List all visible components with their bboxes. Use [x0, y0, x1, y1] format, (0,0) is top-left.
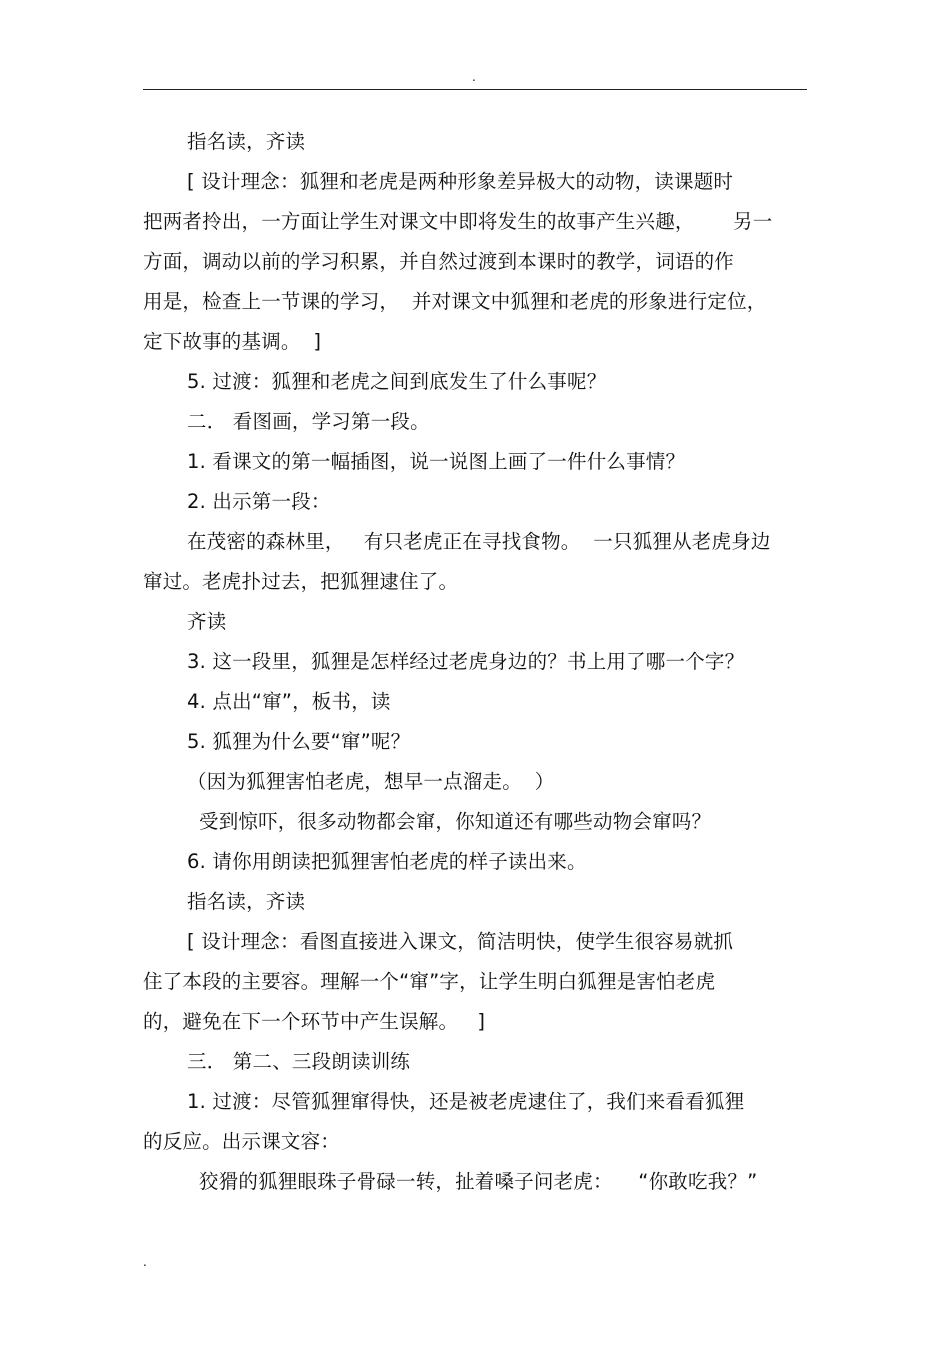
- text-line-25: 1. 过渡：尽管狐狸窜得快，还是被老虎逮住了，我们来看看狐狸: [187, 1090, 745, 1113]
- header-mark: .: [472, 70, 476, 84]
- text-line-12: 窜过。老虎扑过去，把狐狸逮住了。: [143, 570, 459, 593]
- text-line-22: 住了本段的主要容。理解一个“窜”字，让学生明白狐狸是害怕老虎: [143, 970, 716, 993]
- text-line-9: 1. 看课文的第一幅插图，说一说图上画了一件什么事情？: [187, 450, 686, 473]
- text-line-14: 3. 这一段里，狐狸是怎样经过老虎身边的？书上用了哪一个字？: [187, 650, 745, 673]
- text-line-23: 的，避免在下一个环节中产生误解。 ]: [143, 1010, 486, 1033]
- text-line-15: 4. 点出“窜”，板书，读: [187, 690, 391, 713]
- text-line-18: 受到惊吓，很多动物都会窜，你知道还有哪些动物会窜吗？: [199, 810, 712, 833]
- text-line-24: 三． 第二、三段朗读训练: [187, 1050, 411, 1073]
- text-line-4: 方面，调动以前的学习积累，并自然过渡到本课时的教学，词语的作: [143, 250, 735, 273]
- text-line-13: 齐读: [187, 610, 227, 633]
- text-line-6: 定下故事的基调。 ]: [143, 330, 322, 353]
- text-line-21: [ 设计理念：看图直接进入课文，简洁明快，使学生很容易就抓: [187, 930, 734, 953]
- footer-mark: .: [143, 1255, 147, 1269]
- text-line-10: 2. 出示第一段：: [187, 490, 331, 513]
- text-line-7: 5. 过渡：狐狸和老虎之间到底发生了什么事呢？: [187, 370, 607, 393]
- text-line-3: 把两者拎出，一方面让学生对课文中即将发生的故事产生兴趣， 另一: [143, 210, 773, 233]
- text-line-11: 在茂密的森林里， 有只老虎正在寻找食物。 一只狐狸从老虎身边: [187, 530, 771, 553]
- text-line-17: （因为狐狸害怕老虎，想早一点溜走。 ）: [187, 770, 555, 793]
- text-line-26: 的反应。出示课文容：: [143, 1130, 341, 1153]
- text-line-27: 狡猾的狐狸眼珠子骨碌一转，扯着嗓子问老虎： “你敢吃我？”: [199, 1170, 758, 1193]
- text-line-20: 指名读，齐读: [187, 890, 306, 913]
- text-line-19: 6. 请你用朗读把狐狸害怕老虎的样子读出来。: [187, 850, 587, 873]
- text-line-16: 5. 狐狸为什么要“窜”呢？: [187, 730, 411, 753]
- text-line-5: 用是，检查上一节课的学习， 并对课文中狐狸和老虎的形象进行定位，: [143, 290, 767, 313]
- text-line-8: 二． 看图画，学习第一段。: [187, 410, 430, 433]
- text-line-2: [ 设计理念：狐狸和老虎是两种形象差异极大的动物，读课题时: [187, 170, 734, 193]
- text-line-1: 指名读，齐读: [187, 130, 306, 153]
- header-rule: [143, 89, 807, 90]
